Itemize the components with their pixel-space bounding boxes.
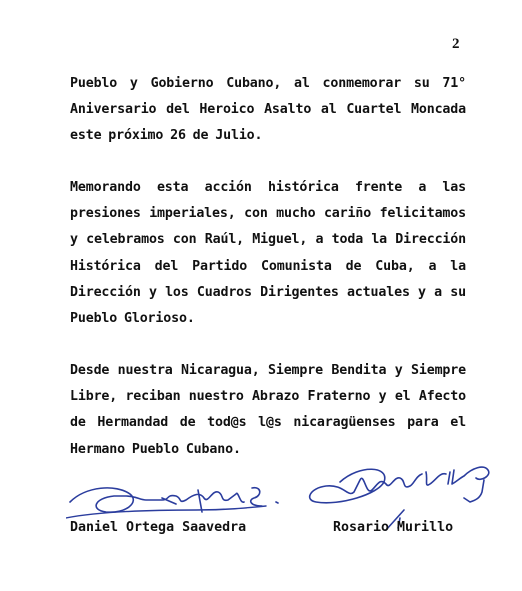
paragraph-commemoration: Pueblo y Gobierno Cubano, al conmemorar su 71° Aniversario del Heroico Asalto al Cuartel Moncada este próximo 26 de Julio. (70, 76, 466, 144)
paragraph-greetings: Desde nuestra Nicaragua, Siempre Bendita y Siempre Libre, reciban nuestro Abrazo Fraterno y el Afecto de Hermandad de tod@s l@s nicaragüenses para el Hermano Pueblo Cubano. (70, 363, 466, 457)
page-number: 2 (452, 36, 460, 52)
signatory-name-right: Rosario Murillo (333, 520, 454, 535)
signatory-name-left: Daniel Ortega Saavedra (70, 520, 247, 535)
paragraph-congratulations: Memorando esta acción histórica frente a las presiones imperiales, con mucho cariño felicitamos y celebramos con Raúl, Miguel, a toda la Dirección Histórica del Partido Comunista de Cuba, a la Dirección y los Cuadros Dirigentes actuales y a su Pueblo Glorioso. (70, 180, 466, 327)
